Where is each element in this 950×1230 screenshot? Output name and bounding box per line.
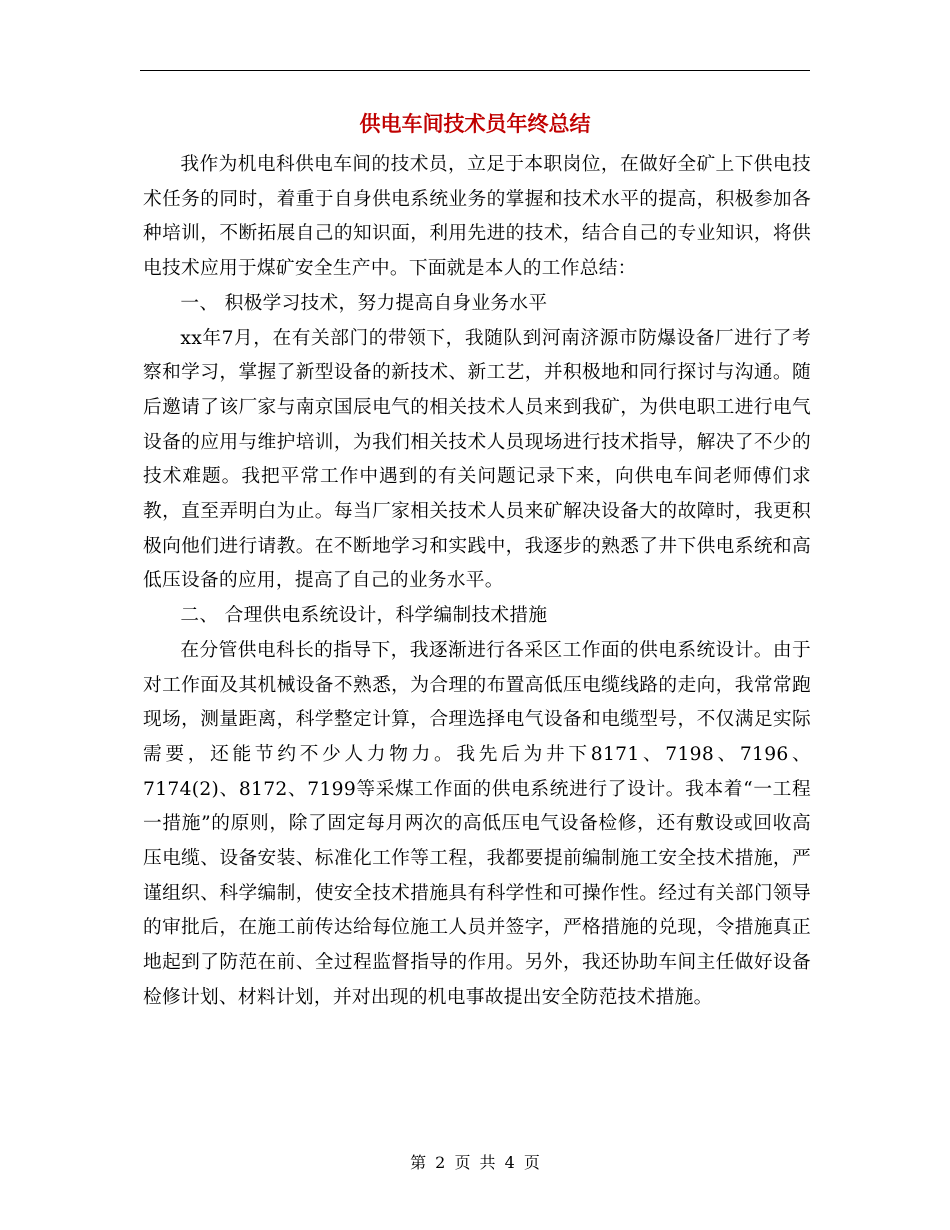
document-body — [143, 148, 811, 1016]
section-2-paragraph: 在分管供电科长的指导下，我逐渐进行各采区工作面的供电系统设计。由于对工作面及其机械设备不熟悉，为合理的布置高低压电缆线路的走向，我常常跑现场，测量距离，科学整定计算，合理选择电气设备和电缆型号，不仅满足实际需要，还能节约不少人力物力。我先后为井下8171、7198、7196、7174(2)、8172、7199等采煤工作面的供电系统进行了设计。我本着“一工程一措施”的原则，除了固定每月两次的高低压电气设备检修，还有敷设或回收高压电缆、设备安装、标准化工作等工程，我都要提前编制施工安全技术措施，严谨组织、科学编制，使安全技术措施具有科学性和可操作性。经过有关部门领导的审批后，在施工前传达给每位施工人员并签字，严格措施的兑现，令措施真正地起到了防范在前、全过程监督指导的作用。另外，我还协助车间主任做好设备检修计划、材料计划，并对出现的机电事故提出安全防范技术措施。 — [143, 639, 811, 1008]
page-number-footer: 第 2 页 共 4 页 — [410, 1153, 540, 1172]
section-1-paragraph: xx年7月，在有关部门的带领下，我随队到河南济源市防爆设备厂进行了考察和学习，掌握了新型设备的新技术、新工艺，并积极地和同行探讨与沟通。随后邀请了该厂家与南京国辰电气的相关技术人员来到我矿，为供电职工进行电气设备的应用与维护培训，为我们相关技术人员现场进行技术指导，解决了不少的技术难题。我把平常工作中遇到的有关问题记录下来，向供电车间老师傅们求教，直至弄明白为止。每当厂家相关技术人员来矿解决设备大的故障时，我更积极向他们进行请教。在不断地学习和实践中，我逐步的熟悉了井下供电系统和高低压设备的应用，提高了自己的业务水平。 — [143, 327, 811, 592]
section-heading-2: 二、 合理供电系统设计，科学编制技术措施 — [180, 605, 548, 627]
intro-paragraph: 我作为机电科供电车间的技术员，立足于本职岗位，在做好全矿上下供电技术任务的同时，着重于自身供电系统业务的掌握和技术水平的提高，积极参加各种培训，不断拓展自己的知识面，利用先进的技术，结合自己的专业知识，将供电技术应用于煤矿安全生产中。下面就是本人的工作总结： — [143, 154, 811, 280]
header-rule — [140, 70, 810, 71]
section-heading-1: 一、 积极学习技术，努力提高自身业务水平 — [180, 292, 548, 314]
document-title: 供电车间技术员年终总结 — [359, 111, 591, 136]
